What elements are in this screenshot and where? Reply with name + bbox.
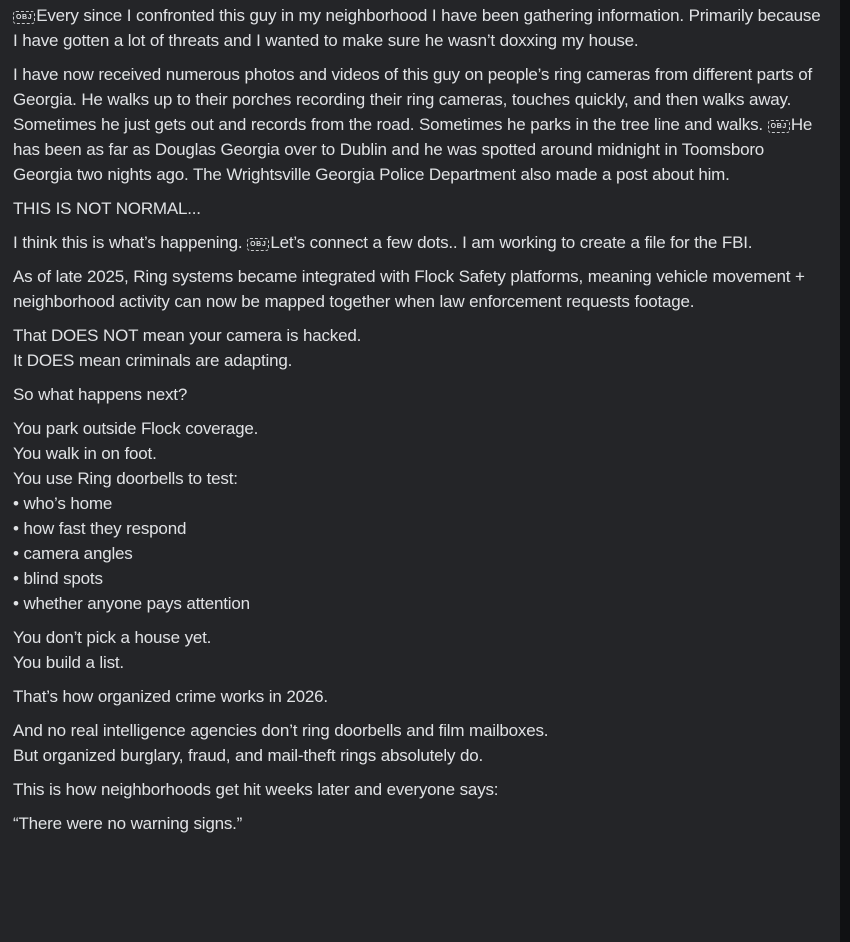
- post-paragraph: As of late 2025, Ring systems became integrated with Flock Safety platforms, meaning vehicle movement + neighborhood activity can now be mapped together when law enforcement requests footage.: [13, 267, 805, 311]
- post-paragraph: You don’t pick a house yet. You build a list.: [13, 628, 212, 672]
- object-replacement-icon: OBJ: [13, 11, 35, 24]
- post-paragraph: That DOES NOT mean your camera is hacked. It DOES mean criminals are adapting.: [13, 326, 362, 370]
- post-paragraph: So what happens next?: [13, 385, 188, 404]
- right-edge-gutter: [840, 0, 850, 942]
- post-paragraph: And no real intelligence agencies don’t ring doorbells and film mailboxes. But organized burglary, fraud, and mail-theft rings absolutely do.: [13, 721, 549, 765]
- post-paragraph: OBJ Every since I confronted this guy in my neighborhood I have been gathering information. Primarily because I have gotten a lot of threats and I wanted to make sure he wasn’t doxxing my house.: [13, 6, 821, 50]
- object-replacement-icon: OBJ: [768, 120, 790, 133]
- post-paragraph: I think this is what’s happening. OBJ Let’s connect a few dots.. I am working to create a file for the FBI.: [13, 233, 753, 252]
- post-paragraph: THIS IS NOT NORMAL...: [13, 199, 201, 218]
- object-replacement-icon: OBJ: [247, 238, 269, 251]
- post-paragraph: You park outside Flock coverage. You walk in on foot. You use Ring doorbells to test: • who’s home • how fast they respond • camera angles • blind spots • whether anyone pays attention: [13, 419, 259, 613]
- post-paragraph: I have now received numerous photos and videos of this guy on people’s ring cameras from different parts of Georgia. He walks up to their porches recording their ring cameras, touches quickly, and then walks away. Sometimes he just gets out and records from the road. Sometimes he parks in the tree line and walks. OBJ He has been as far as Douglas Georgia over to Dublin and he was spotted around midnight in Toomsboro Georgia two nights ago. The Wrightsville Georgia Police Department also made a post about him.: [13, 65, 813, 184]
- post-paragraph: That’s how organized crime works in 2026.: [13, 687, 328, 706]
- post-paragraph: “There were no warning signs.”: [13, 814, 243, 833]
- post-paragraph: This is how neighborhoods get hit weeks later and everyone says:: [13, 780, 499, 799]
